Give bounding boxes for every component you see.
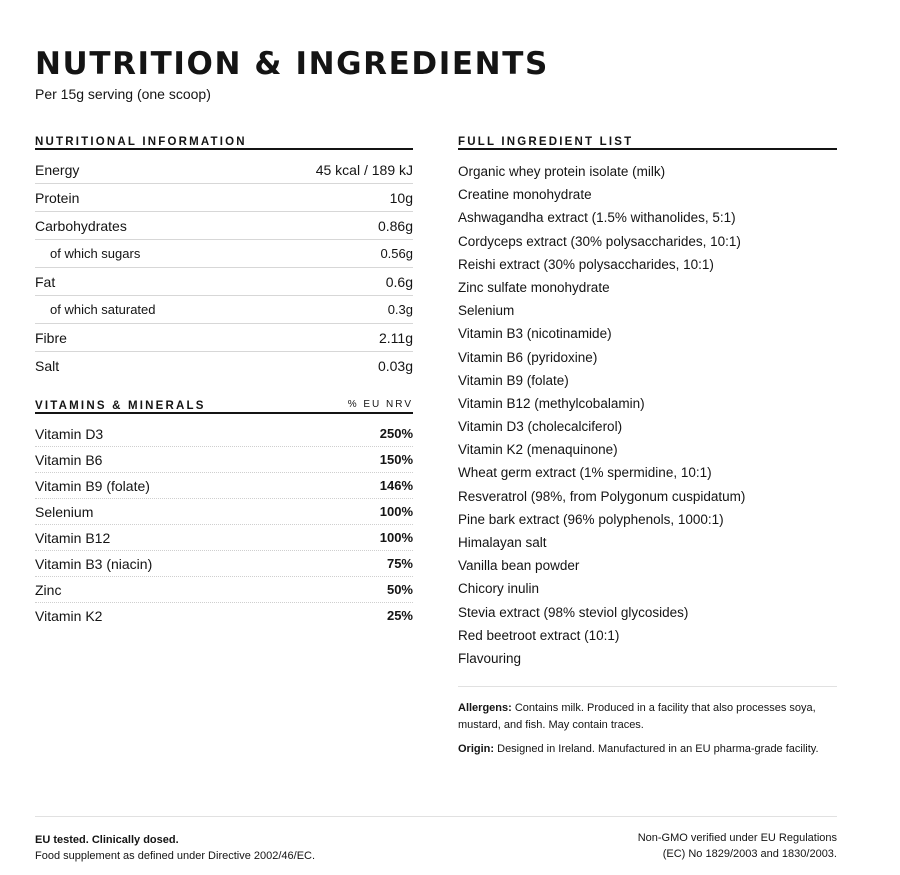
ingredient-item: Cordyceps extract (30% polysaccharides, 10:1) [458,233,741,249]
nutrient-label: Carbohydrates [35,217,127,234]
ingredient-item: Vitamin B6 (pyridoxine) [458,349,598,365]
vitamin-nrv-value: 250% [379,426,413,441]
nutrition-row [35,268,413,296]
vitamins-table [35,421,413,628]
nrv-column-label: % EU NRV [347,399,413,410]
ingredient-item: Creatine monohydrate [458,187,592,203]
nutrition-row [35,324,413,352]
nutrient-value: 0.86g [377,217,413,234]
ingredient-item: Pine bark extract (96% polyphenols, 1000:1) [458,511,724,527]
origin-label: Origin: [458,743,495,756]
nutrient-value: 45 kcal / 189 kJ [315,161,413,178]
vitamin-nrv-value: 150% [379,452,413,467]
vitamin-row [35,499,413,525]
vitamin-label: Vitamin B6 [35,451,103,468]
ingredient-item: Vanilla bean powder [458,558,580,574]
vitamin-nrv-value: 25% [386,608,413,623]
vitamins-section-header [35,392,413,414]
ingredient-item: Vitamin B3 (nicotinamide) [458,326,612,342]
nutrient-value: 0.3g [387,302,413,317]
vitamin-nrv-value: 75% [386,556,413,571]
ingredient-item: Vitamin D3 (cholecalciferol) [458,419,623,435]
ingredients-section-header [458,128,837,150]
origin-note [458,741,837,758]
page-title: NUTRITION & INGREDIENTS [35,46,549,82]
nutrient-value: 2.11g [379,329,413,346]
vitamin-label: Selenium [35,503,94,520]
ingredient-item: Red beetroot extract (10:1) [458,627,620,643]
nutrient-label: Salt [35,357,60,374]
ingredient-item: Ashwagandha extract (1.5% withanolides, 5:1) [458,210,736,226]
footer-gmo-line-1: Non-GMO verified under EU Regulations [637,832,837,844]
vitamin-row [35,421,413,447]
nutrition-subrow [35,240,413,268]
vitamin-nrv-value: 146% [379,478,413,493]
nutrient-label: of which sugars [50,246,141,261]
nutrition-heading: NUTRITIONAL INFORMATION [35,136,247,148]
footer-gmo-line-2: (EC) No 1829/2003 and 1830/2003. [662,848,837,860]
ingredient-item: Vitamin K2 (menaquinone) [458,442,618,458]
vitamin-label: Vitamin B9 (folate) [35,477,150,494]
ingredient-item: Resveratrol (98%, from Polygonum cuspidatum) [458,488,746,504]
ingredient-item: Wheat germ extract (1% spermidine, 10:1) [458,465,712,481]
ingredient-item: Selenium [458,303,515,319]
vitamin-nrv-value: 100% [379,530,413,545]
footer-divider [35,816,837,817]
vitamins-heading: VITAMINS & MINERALS [35,400,206,412]
allergens-text: Contains milk. Produced in a facility that also processes soya, mustard, and fish. May contain traces. [458,702,816,732]
vitamin-label: Vitamin D3 [35,425,104,442]
nutrition-row [35,212,413,240]
allergens-note [458,700,837,734]
ingredient-list [458,160,837,670]
ingredient-item: Stevia extract (98% steviol glycosides) [458,604,689,620]
nutrient-value: 0.03g [377,357,413,374]
nutrient-label: of which saturated [50,302,156,317]
nutrition-row [35,352,413,379]
ingredient-item: Chicory inulin [458,581,540,597]
vitamin-label: Zinc [35,581,62,598]
vitamin-label: Vitamin K2 [35,607,103,624]
nutrition-column [35,128,413,628]
nutrition-row [35,184,413,212]
nutrient-label: Energy [35,161,80,178]
ingredients-column [458,128,837,758]
nutrient-label: Fat [35,273,56,290]
ingredient-item: Organic whey protein isolate (milk) [458,164,666,179]
vitamin-row [35,551,413,577]
footer-left [35,832,315,864]
nutrient-value: 10g [389,189,413,206]
vitamin-label: Vitamin B12 [35,529,111,546]
vitamin-nrv-value: 50% [386,582,413,597]
ingredient-item: Zinc sulfate monohydrate [458,279,610,295]
ingredients-divider [458,686,837,687]
footer-directive: Food supplement as defined under Directive 2002/46/EC. [35,850,316,862]
page-subtitle: Per 15g serving (one scoop) [35,86,211,102]
vitamin-row [35,447,413,473]
vitamin-row [35,473,413,499]
nutrition-table [35,156,413,379]
nutrient-label: Protein [35,189,80,206]
ingredient-item: Vitamin B9 (folate) [458,372,569,388]
nutrient-label: Fibre [35,329,67,346]
vitamin-label: Vitamin B3 (niacin) [35,555,153,572]
nutrition-section-header [35,128,413,150]
vitamin-row [35,603,413,628]
vitamin-row [35,577,413,603]
vitamin-nrv-value: 100% [379,504,413,519]
ingredient-item: Flavouring [458,650,522,666]
ingredients-heading: FULL INGREDIENT LIST [458,136,634,148]
footer-right [638,830,837,862]
nutrition-row [35,156,413,184]
ingredient-item: Himalayan salt [458,535,547,550]
nutrition-page [35,0,837,875]
footer-tagline: EU tested. Clinically dosed. [35,834,179,846]
ingredient-item: Vitamin B12 (methylcobalamin) [458,395,645,411]
nutrition-subrow [35,296,413,324]
nutrient-value: 0.56g [380,246,413,261]
vitamin-row [35,525,413,551]
ingredient-item: Reishi extract (30% polysaccharides, 10:1) [458,256,714,272]
origin-text: Designed in Ireland. Manufactured in an EU pharma-grade facility. [497,743,819,756]
nutrient-value: 0.6g [385,273,413,290]
allergens-label: Allergens: [458,702,512,715]
